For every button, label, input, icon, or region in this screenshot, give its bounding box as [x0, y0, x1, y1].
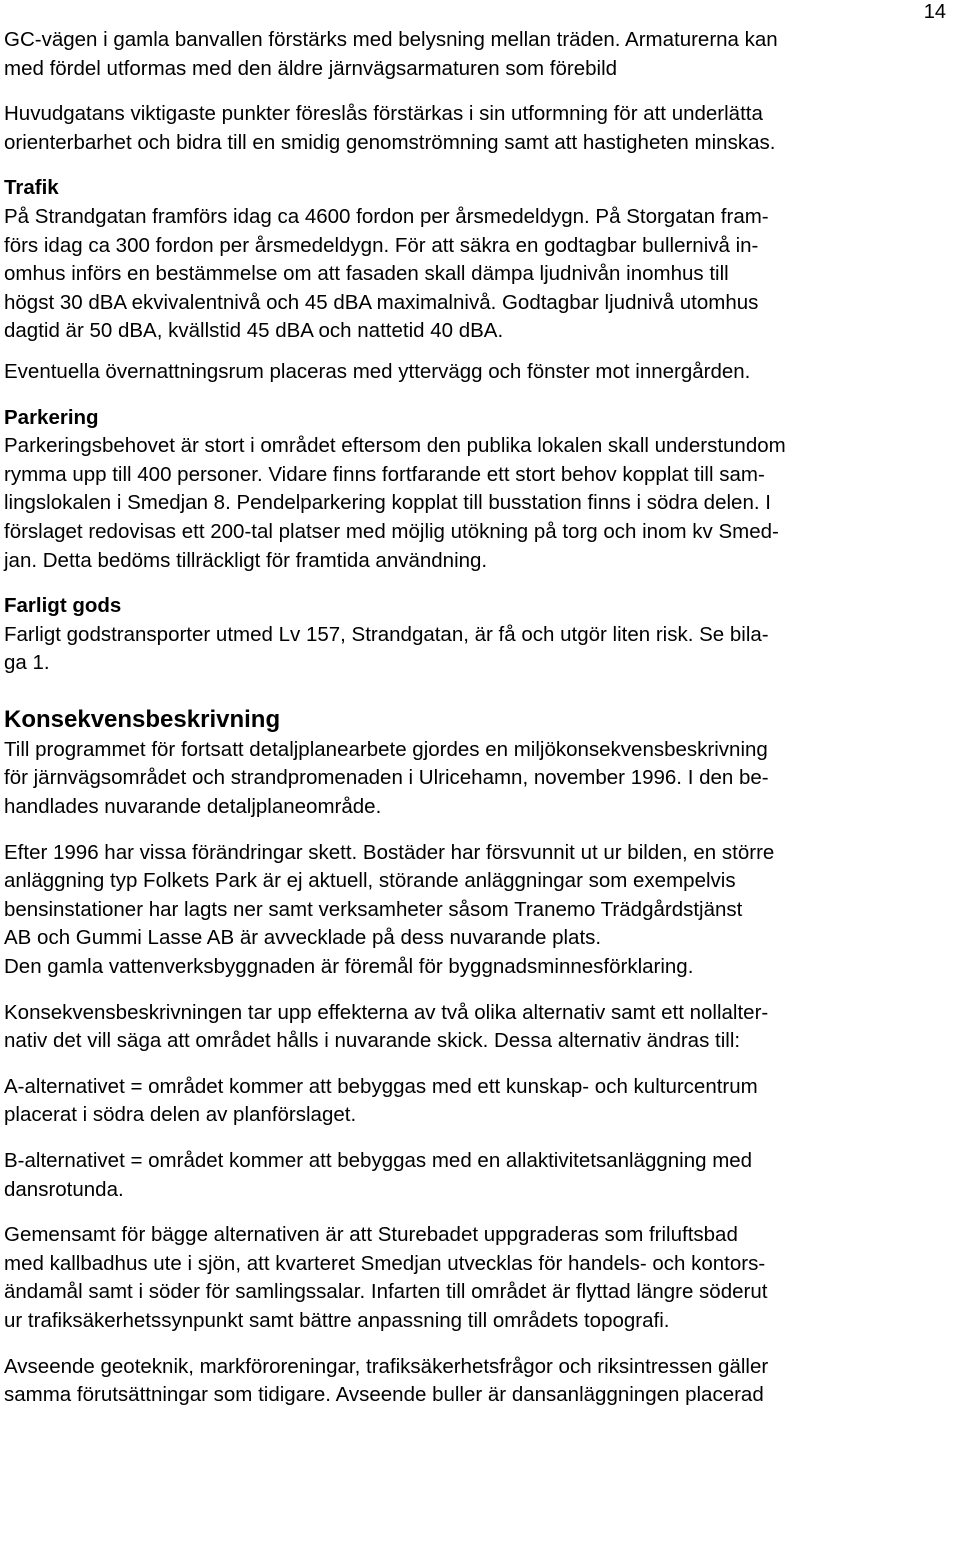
subheading-trafik: Trafik — [4, 176, 59, 200]
text-line: Eventuella övernattningsrum placeras med yttervägg och fönster mot innergården. — [4, 359, 751, 383]
text-line: Farligt godstransporter utmed Lv 157, Strandgatan, är få och utgör liten risk. Se bila- — [4, 622, 769, 646]
document-body — [4, 26, 950, 1410]
text-line: B-alternativet = området kommer att bebyggas med en allaktivitetsanläggning med — [4, 1149, 753, 1172]
text-line: ur trafiksäkerhetssynpunkt samt bättre anpassning till områdets topografi. — [4, 1308, 670, 1332]
section-farligt-gods — [4, 592, 950, 678]
text-line: På Strandgatan framförs idag ca 4600 fordon per årsmedeldygn. På Storgatan fram- — [4, 204, 769, 228]
text-line: Huvudgatans viktigaste punkter föreslås förstärkas i sin utformning för att underlätta — [4, 102, 763, 126]
paragraph-alternativ — [4, 999, 950, 1056]
section-konsekvensbeskrivning — [4, 704, 950, 822]
text-line: förslaget redovisas ett 200-tal platser med möjlig utökning på torg och inom kv Smed- — [4, 519, 779, 543]
paragraph-huvudgatan — [4, 100, 950, 157]
text-line: med fördel utformas med den äldre järnvägsarmaturen som förebild — [4, 56, 618, 80]
section-trafik — [4, 174, 950, 346]
text-line: dansrotunda. — [4, 1177, 124, 1201]
paragraph-gemensamt — [4, 1221, 950, 1335]
text-line: ändamål samt i söder för samlingssalar. Infarten till området är flyttad längre söderut — [4, 1280, 768, 1304]
paragraph-gc-vagen — [4, 26, 950, 83]
text-line: ga 1. — [4, 651, 50, 675]
text-line: förs idag ca 300 fordon per årsmedeldygn. För att säkra en godtagbar bullernivå in- — [4, 233, 759, 257]
text-line: med kallbadhus ute i sjön, att kvarteret Smedjan utvecklas för handels- och kontors- — [4, 1251, 766, 1275]
text-line: lingslokalen i Smedjan 8. Pendelparkering kopplat till busstation finns i södra delen. I — [4, 491, 771, 515]
subheading-farligt-gods: Farligt gods — [4, 594, 122, 618]
text-line: dagtid är 50 dBA, kvällstid 45 dBA och nattetid 40 dBA. — [4, 319, 504, 343]
text-line: högst 30 dBA ekvivalentnivå och 45 dBA maximalnivå. Godtagbar ljudnivå utomhus — [4, 290, 759, 314]
paragraph-overnattningsrum — [4, 358, 950, 387]
text-line: Efter 1996 har vissa förändringar skett. Bostäder har försvunnit ut ur bilden, en större — [4, 840, 775, 864]
heading-konsekvensbeskrivning: Konsekvensbeskrivning — [4, 705, 281, 733]
paragraph-efter-1996 — [4, 839, 950, 982]
page-number: 14 — [923, 1, 946, 23]
text-line: omhus införs en bestämmelse om att fasaden skall dämpa ljudnivån inomhus till — [4, 262, 729, 286]
text-line: orienterbarhet och bidra till en smidig genomströmning samt att hastigheten minskas. — [4, 130, 776, 154]
text-line: GC-vägen i gamla banvallen förstärks med belysning mellan träden. Armaturerna kan — [4, 28, 778, 51]
text-line: jan. Detta bedöms tillräckligt för framtida användning. — [4, 548, 488, 572]
text-line: rymma upp till 400 personer. Vidare finns fortfarande ett stort behov kopplat till sam- — [4, 462, 765, 486]
text-line: Den gamla vattenverksbyggnaden är föremål för byggnadsminnesförklaring. — [4, 955, 694, 979]
text-line: Avseende geoteknik, markföroreningar, trafiksäkerhetsfrågor och riksintressen gäller — [4, 1354, 769, 1378]
text-line: handlades nuvarande detaljplaneområde. — [4, 795, 382, 819]
text-line: Gemensamt för bägge alternativen är att Sturebadet uppgraderas som friluftsbad — [4, 1223, 738, 1247]
text-line: nativ det vill säga att området hålls i nuvarande skick. Dessa alternativ ändras till: — [4, 1029, 741, 1053]
text-line: för järnvägsområdet och strandpromenaden i Ulricehamn, november 1996. I den be- — [4, 766, 769, 790]
text-line: samma förutsättningar som tidigare. Avseende buller är dansanläggningen placerad — [4, 1383, 764, 1407]
text-line: placerat i södra delen av planförslaget. — [4, 1103, 357, 1127]
paragraph-a-alternativet — [4, 1073, 950, 1130]
paragraph-b-alternativet — [4, 1147, 950, 1204]
text-line: bensinstationer har lagts ner samt verksamheter såsom Tranemo Trädgårdstjänst — [4, 897, 743, 921]
text-line: A-alternativet = området kommer att bebyggas med ett kunskap- och kulturcentrum — [4, 1074, 758, 1098]
text-line: Parkeringsbehovet är stort i området eftersom den publika lokalen skall understundom — [4, 434, 786, 458]
text-line: AB och Gummi Lasse AB är avvecklade på dess nuvarande plats. — [4, 926, 602, 950]
subheading-parkering: Parkering — [4, 405, 99, 429]
paragraph-avseende-geoteknik — [4, 1353, 950, 1410]
text-line: anläggning typ Folkets Park är ej aktuell, störande anläggningar som exempelvis — [4, 869, 736, 893]
section-parkering — [4, 404, 950, 576]
text-line: Konsekvensbeskrivningen tar upp effekterna av två olika alternativ samt ett nollalter- — [4, 1000, 769, 1024]
text-line: Till programmet för fortsatt detaljplanearbete gjordes en miljökonsekvensbeskrivning — [4, 737, 768, 761]
